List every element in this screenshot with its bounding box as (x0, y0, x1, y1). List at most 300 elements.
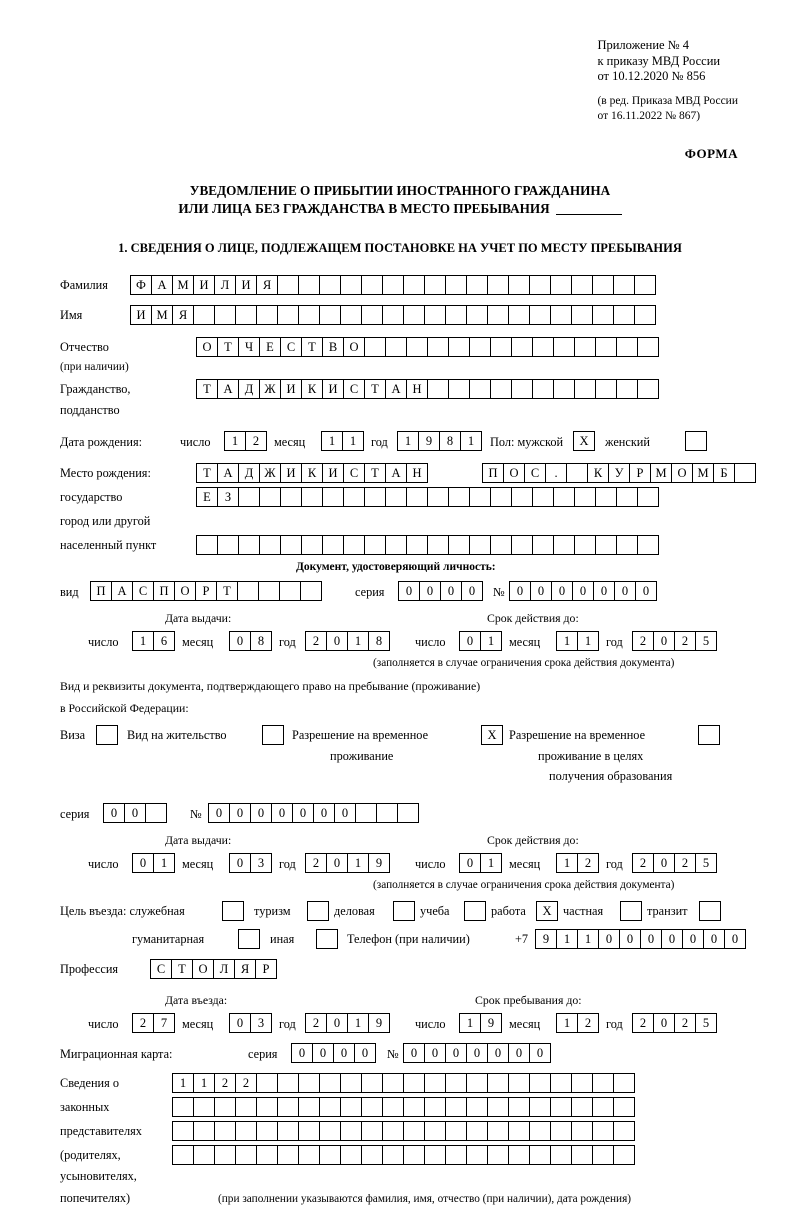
char-cell[interactable]: С (343, 379, 365, 399)
char-cell[interactable] (382, 275, 404, 295)
char-cell[interactable] (487, 1073, 509, 1093)
char-cell[interactable] (193, 1145, 215, 1165)
char-cell[interactable]: X (481, 725, 503, 745)
char-cell[interactable]: 0 (403, 1043, 425, 1063)
char-cell[interactable]: И (235, 275, 257, 295)
char-cell[interactable] (529, 1121, 551, 1141)
char-cell[interactable] (616, 535, 638, 555)
char-cell[interactable]: 0 (635, 581, 657, 601)
char-cell[interactable]: 0 (124, 803, 146, 823)
char-cell[interactable]: П (153, 581, 175, 601)
char-cell[interactable] (193, 1097, 215, 1117)
char-cell[interactable] (574, 379, 596, 399)
char-cell[interactable]: 0 (529, 1043, 551, 1063)
char-cell[interactable] (574, 337, 596, 357)
char-cell[interactable]: И (280, 463, 302, 483)
char-cell[interactable]: 0 (229, 1013, 251, 1033)
char-cell[interactable] (427, 337, 449, 357)
char-cell[interactable]: 9 (480, 1013, 502, 1033)
char-cell[interactable]: Т (364, 379, 386, 399)
residence-permit-checkbox[interactable] (262, 725, 283, 745)
char-cell[interactable] (277, 1073, 299, 1093)
char-cell[interactable] (322, 487, 344, 507)
char-cell[interactable] (427, 535, 449, 555)
char-cell[interactable] (316, 929, 338, 949)
char-cell[interactable] (258, 581, 280, 601)
char-cell[interactable]: И (322, 379, 344, 399)
char-cell[interactable]: 0 (459, 631, 481, 651)
char-cell[interactable] (235, 1145, 257, 1165)
purpose-business-checkbox[interactable] (393, 901, 414, 921)
char-cell[interactable]: 0 (312, 1043, 334, 1063)
char-cell[interactable]: 1 (556, 929, 578, 949)
char-cell[interactable] (361, 1145, 383, 1165)
char-cell[interactable] (613, 305, 635, 325)
sex-male-checkbox[interactable] (573, 431, 594, 451)
char-cell[interactable] (550, 1145, 572, 1165)
char-cell[interactable]: 1 (153, 853, 175, 873)
char-cell[interactable] (566, 463, 588, 483)
char-cell[interactable] (550, 1073, 572, 1093)
char-cell[interactable] (238, 487, 260, 507)
char-cell[interactable]: 0 (271, 803, 293, 823)
char-cell[interactable] (403, 1121, 425, 1141)
char-cell[interactable]: 0 (250, 803, 272, 823)
char-cell[interactable] (445, 305, 467, 325)
char-cell[interactable]: 2 (305, 853, 327, 873)
char-cell[interactable] (592, 1121, 614, 1141)
char-cell[interactable]: 0 (653, 853, 675, 873)
char-cell[interactable] (616, 337, 638, 357)
char-cell[interactable]: Т (196, 463, 218, 483)
char-cell[interactable] (490, 535, 512, 555)
char-cell[interactable]: 2 (235, 1073, 257, 1093)
char-cell[interactable] (424, 275, 446, 295)
char-cell[interactable]: 0 (724, 929, 746, 949)
char-cell[interactable]: З (217, 487, 239, 507)
char-cell[interactable] (487, 305, 509, 325)
char-cell[interactable] (406, 487, 428, 507)
char-cell[interactable]: 9 (368, 853, 390, 873)
char-cell[interactable] (319, 305, 341, 325)
char-cell[interactable]: Т (171, 959, 193, 979)
char-cell[interactable] (319, 1121, 341, 1141)
char-cell[interactable]: И (193, 275, 215, 295)
char-cell[interactable] (424, 305, 446, 325)
char-cell[interactable]: 2 (632, 1013, 654, 1033)
char-cell[interactable]: 9 (535, 929, 557, 949)
char-cell[interactable]: 0 (487, 1043, 509, 1063)
char-cell[interactable]: И (130, 305, 152, 325)
char-cell[interactable]: 0 (508, 1043, 530, 1063)
char-cell[interactable] (616, 379, 638, 399)
char-cell[interactable]: 0 (334, 803, 356, 823)
char-cell[interactable] (445, 1097, 467, 1117)
char-cell[interactable] (448, 337, 470, 357)
char-cell[interactable]: 2 (214, 1073, 236, 1093)
char-cell[interactable]: 0 (229, 631, 251, 651)
char-cell[interactable]: Л (214, 275, 236, 295)
char-cell[interactable] (508, 305, 530, 325)
char-cell[interactable] (340, 1121, 362, 1141)
char-cell[interactable] (634, 305, 656, 325)
char-cell[interactable]: Т (216, 581, 238, 601)
char-cell[interactable]: 0 (326, 631, 348, 651)
char-cell[interactable]: 0 (208, 803, 230, 823)
char-cell[interactable]: 2 (674, 631, 696, 651)
char-cell[interactable]: О (196, 337, 218, 357)
char-cell[interactable] (256, 305, 278, 325)
char-cell[interactable] (532, 535, 554, 555)
purpose-work-checkbox[interactable] (536, 901, 557, 921)
char-cell[interactable] (319, 1073, 341, 1093)
char-cell[interactable] (259, 535, 281, 555)
char-cell[interactable]: М (692, 463, 714, 483)
char-cell[interactable] (340, 1145, 362, 1165)
char-cell[interactable]: 0 (103, 803, 125, 823)
char-cell[interactable] (403, 305, 425, 325)
char-cell[interactable] (508, 1097, 530, 1117)
char-cell[interactable] (214, 305, 236, 325)
char-cell[interactable]: Т (364, 463, 386, 483)
char-cell[interactable] (298, 305, 320, 325)
char-cell[interactable]: 0 (551, 581, 573, 601)
char-cell[interactable]: X (536, 901, 558, 921)
char-cell[interactable]: 1 (480, 853, 502, 873)
char-cell[interactable] (196, 535, 218, 555)
char-cell[interactable]: 1 (347, 631, 369, 651)
char-cell[interactable] (508, 1145, 530, 1165)
char-cell[interactable]: Е (259, 337, 281, 357)
char-cell[interactable]: 0 (132, 853, 154, 873)
char-cell[interactable] (445, 1073, 467, 1093)
char-cell[interactable]: К (587, 463, 609, 483)
char-cell[interactable] (361, 1097, 383, 1117)
char-cell[interactable] (490, 487, 512, 507)
char-cell[interactable] (511, 379, 533, 399)
char-cell[interactable] (280, 535, 302, 555)
char-cell[interactable]: 2 (674, 1013, 696, 1033)
char-cell[interactable] (529, 1073, 551, 1093)
char-cell[interactable] (613, 1097, 635, 1117)
char-cell[interactable] (364, 337, 386, 357)
char-cell[interactable] (237, 581, 259, 601)
char-cell[interactable]: М (650, 463, 672, 483)
char-cell[interactable] (355, 803, 377, 823)
char-cell[interactable] (277, 305, 299, 325)
char-cell[interactable] (571, 305, 593, 325)
char-cell[interactable] (172, 1097, 194, 1117)
char-cell[interactable] (466, 1073, 488, 1093)
edu-residence-checkbox[interactable] (698, 725, 719, 745)
char-cell[interactable] (532, 337, 554, 357)
char-cell[interactable]: 1 (556, 631, 578, 651)
char-cell[interactable]: X (573, 431, 595, 451)
char-cell[interactable]: А (217, 463, 239, 483)
char-cell[interactable] (193, 1121, 215, 1141)
char-cell[interactable] (406, 337, 428, 357)
char-cell[interactable] (532, 379, 554, 399)
char-cell[interactable] (364, 535, 386, 555)
char-cell[interactable]: 1 (132, 631, 154, 651)
char-cell[interactable] (571, 1145, 593, 1165)
char-cell[interactable]: 0 (313, 803, 335, 823)
char-cell[interactable]: 0 (445, 1043, 467, 1063)
char-cell[interactable] (385, 535, 407, 555)
char-cell[interactable]: 2 (245, 431, 267, 451)
char-cell[interactable]: Т (301, 337, 323, 357)
char-cell[interactable] (361, 1121, 383, 1141)
char-cell[interactable] (340, 305, 362, 325)
char-cell[interactable]: 0 (466, 1043, 488, 1063)
char-cell[interactable] (403, 1073, 425, 1093)
char-cell[interactable] (734, 463, 756, 483)
char-cell[interactable] (490, 379, 512, 399)
char-cell[interactable] (620, 901, 642, 921)
char-cell[interactable] (448, 535, 470, 555)
char-cell[interactable]: 0 (653, 631, 675, 651)
char-cell[interactable] (361, 1073, 383, 1093)
char-cell[interactable]: 0 (682, 929, 704, 949)
char-cell[interactable] (214, 1121, 236, 1141)
char-cell[interactable]: 0 (459, 853, 481, 873)
char-cell[interactable] (445, 1145, 467, 1165)
char-cell[interactable] (487, 275, 509, 295)
char-cell[interactable]: 1 (459, 1013, 481, 1033)
char-cell[interactable] (340, 1097, 362, 1117)
char-cell[interactable] (466, 305, 488, 325)
char-cell[interactable] (298, 1073, 320, 1093)
char-cell[interactable] (511, 487, 533, 507)
char-cell[interactable]: 2 (632, 853, 654, 873)
char-cell[interactable] (96, 725, 118, 745)
char-cell[interactable] (571, 1073, 593, 1093)
char-cell[interactable] (550, 275, 572, 295)
char-cell[interactable] (616, 487, 638, 507)
char-cell[interactable] (256, 1097, 278, 1117)
char-cell[interactable] (487, 1145, 509, 1165)
char-cell[interactable]: 1 (556, 853, 578, 873)
char-cell[interactable] (277, 1097, 299, 1117)
char-cell[interactable]: 1 (480, 631, 502, 651)
purpose-study-checkbox[interactable] (464, 901, 485, 921)
char-cell[interactable]: С (132, 581, 154, 601)
char-cell[interactable] (193, 305, 215, 325)
char-cell[interactable] (445, 1121, 467, 1141)
char-cell[interactable] (469, 487, 491, 507)
char-cell[interactable]: 8 (368, 631, 390, 651)
char-cell[interactable]: 1 (193, 1073, 215, 1093)
char-cell[interactable] (529, 305, 551, 325)
char-cell[interactable] (685, 431, 707, 451)
char-cell[interactable]: 0 (593, 581, 615, 601)
char-cell[interactable]: 9 (368, 1013, 390, 1033)
char-cell[interactable] (571, 275, 593, 295)
char-cell[interactable]: 0 (703, 929, 725, 949)
char-cell[interactable] (214, 1097, 236, 1117)
char-cell[interactable] (385, 337, 407, 357)
char-cell[interactable] (301, 487, 323, 507)
char-cell[interactable] (448, 487, 470, 507)
char-cell[interactable]: А (217, 379, 239, 399)
char-cell[interactable] (172, 1121, 194, 1141)
char-cell[interactable]: 0 (440, 581, 462, 601)
char-cell[interactable] (550, 305, 572, 325)
char-cell[interactable] (699, 901, 721, 921)
sex-female-checkbox[interactable] (685, 431, 706, 451)
char-cell[interactable]: М (172, 275, 194, 295)
char-cell[interactable] (256, 1145, 278, 1165)
char-cell[interactable] (469, 379, 491, 399)
char-cell[interactable] (340, 1073, 362, 1093)
char-cell[interactable]: А (151, 275, 173, 295)
char-cell[interactable] (300, 581, 322, 601)
char-cell[interactable] (403, 275, 425, 295)
char-cell[interactable] (238, 535, 260, 555)
char-cell[interactable]: Д (238, 379, 260, 399)
char-cell[interactable]: Л (213, 959, 235, 979)
char-cell[interactable] (553, 487, 575, 507)
char-cell[interactable]: Т (196, 379, 218, 399)
char-cell[interactable]: 5 (695, 1013, 717, 1033)
char-cell[interactable] (487, 1097, 509, 1117)
char-cell[interactable]: 1 (224, 431, 246, 451)
char-cell[interactable] (403, 1097, 425, 1117)
char-cell[interactable] (490, 337, 512, 357)
char-cell[interactable]: А (385, 463, 407, 483)
char-cell[interactable] (592, 305, 614, 325)
char-cell[interactable]: 1 (342, 431, 364, 451)
char-cell[interactable]: Я (256, 275, 278, 295)
char-cell[interactable] (553, 535, 575, 555)
char-cell[interactable] (613, 1073, 635, 1093)
char-cell[interactable]: 1 (577, 631, 599, 651)
char-cell[interactable]: 0 (291, 1043, 313, 1063)
char-cell[interactable]: 0 (229, 853, 251, 873)
char-cell[interactable]: 0 (424, 1043, 446, 1063)
char-cell[interactable]: 0 (614, 581, 636, 601)
char-cell[interactable]: 2 (577, 853, 599, 873)
char-cell[interactable] (595, 535, 617, 555)
char-cell[interactable]: 0 (619, 929, 641, 949)
char-cell[interactable] (376, 803, 398, 823)
char-cell[interactable]: И (322, 463, 344, 483)
char-cell[interactable] (427, 487, 449, 507)
char-cell[interactable]: В (322, 337, 344, 357)
char-cell[interactable] (298, 1121, 320, 1141)
char-cell[interactable] (403, 1145, 425, 1165)
char-cell[interactable] (574, 487, 596, 507)
char-cell[interactable]: 2 (674, 853, 696, 873)
char-cell[interactable]: Р (195, 581, 217, 601)
char-cell[interactable] (262, 725, 284, 745)
char-cell[interactable] (634, 275, 656, 295)
char-cell[interactable] (424, 1073, 446, 1093)
char-cell[interactable] (319, 1145, 341, 1165)
char-cell[interactable]: М (151, 305, 173, 325)
char-cell[interactable] (145, 803, 167, 823)
char-cell[interactable]: 0 (598, 929, 620, 949)
char-cell[interactable] (613, 1121, 635, 1141)
char-cell[interactable] (553, 337, 575, 357)
char-cell[interactable] (487, 1121, 509, 1141)
char-cell[interactable] (637, 337, 659, 357)
char-cell[interactable]: 0 (572, 581, 594, 601)
char-cell[interactable]: 0 (640, 929, 662, 949)
char-cell[interactable]: С (524, 463, 546, 483)
char-cell[interactable]: П (90, 581, 112, 601)
char-cell[interactable]: 1 (172, 1073, 194, 1093)
char-cell[interactable] (550, 1097, 572, 1117)
char-cell[interactable] (406, 535, 428, 555)
char-cell[interactable] (214, 1145, 236, 1165)
char-cell[interactable] (469, 337, 491, 357)
char-cell[interactable] (508, 275, 530, 295)
char-cell[interactable] (464, 901, 486, 921)
char-cell[interactable] (361, 305, 383, 325)
char-cell[interactable] (511, 337, 533, 357)
char-cell[interactable] (637, 487, 659, 507)
char-cell[interactable]: 1 (460, 431, 482, 451)
char-cell[interactable] (280, 487, 302, 507)
char-cell[interactable]: 0 (653, 1013, 675, 1033)
char-cell[interactable] (466, 1097, 488, 1117)
char-cell[interactable] (397, 803, 419, 823)
char-cell[interactable] (574, 535, 596, 555)
char-cell[interactable]: 0 (419, 581, 441, 601)
char-cell[interactable]: 1 (577, 929, 599, 949)
char-cell[interactable]: Ж (259, 379, 281, 399)
char-cell[interactable] (595, 379, 617, 399)
char-cell[interactable] (508, 1121, 530, 1141)
char-cell[interactable]: О (192, 959, 214, 979)
char-cell[interactable] (382, 1121, 404, 1141)
char-cell[interactable] (307, 901, 329, 921)
char-cell[interactable]: 3 (250, 853, 272, 873)
char-cell[interactable] (217, 535, 239, 555)
char-cell[interactable] (222, 901, 244, 921)
char-cell[interactable] (532, 487, 554, 507)
char-cell[interactable] (466, 275, 488, 295)
char-cell[interactable]: 0 (292, 803, 314, 823)
char-cell[interactable]: . (545, 463, 567, 483)
char-cell[interactable]: 1 (556, 1013, 578, 1033)
char-cell[interactable] (238, 929, 260, 949)
char-cell[interactable] (361, 275, 383, 295)
char-cell[interactable] (613, 275, 635, 295)
char-cell[interactable]: С (150, 959, 172, 979)
temp-residence-checkbox[interactable] (481, 725, 502, 745)
char-cell[interactable] (529, 1097, 551, 1117)
char-cell[interactable]: 9 (418, 431, 440, 451)
char-cell[interactable] (340, 275, 362, 295)
char-cell[interactable]: К (301, 379, 323, 399)
char-cell[interactable] (256, 1121, 278, 1141)
char-cell[interactable]: 0 (398, 581, 420, 601)
char-cell[interactable]: С (343, 463, 365, 483)
char-cell[interactable]: Е (196, 487, 218, 507)
char-cell[interactable] (448, 379, 470, 399)
char-cell[interactable] (259, 487, 281, 507)
char-cell[interactable] (256, 1073, 278, 1093)
char-cell[interactable] (424, 1121, 446, 1141)
char-cell[interactable]: 0 (326, 853, 348, 873)
char-cell[interactable]: 1 (321, 431, 343, 451)
char-cell[interactable] (424, 1145, 446, 1165)
char-cell[interactable] (595, 337, 617, 357)
char-cell[interactable]: 8 (439, 431, 461, 451)
char-cell[interactable]: Р (629, 463, 651, 483)
